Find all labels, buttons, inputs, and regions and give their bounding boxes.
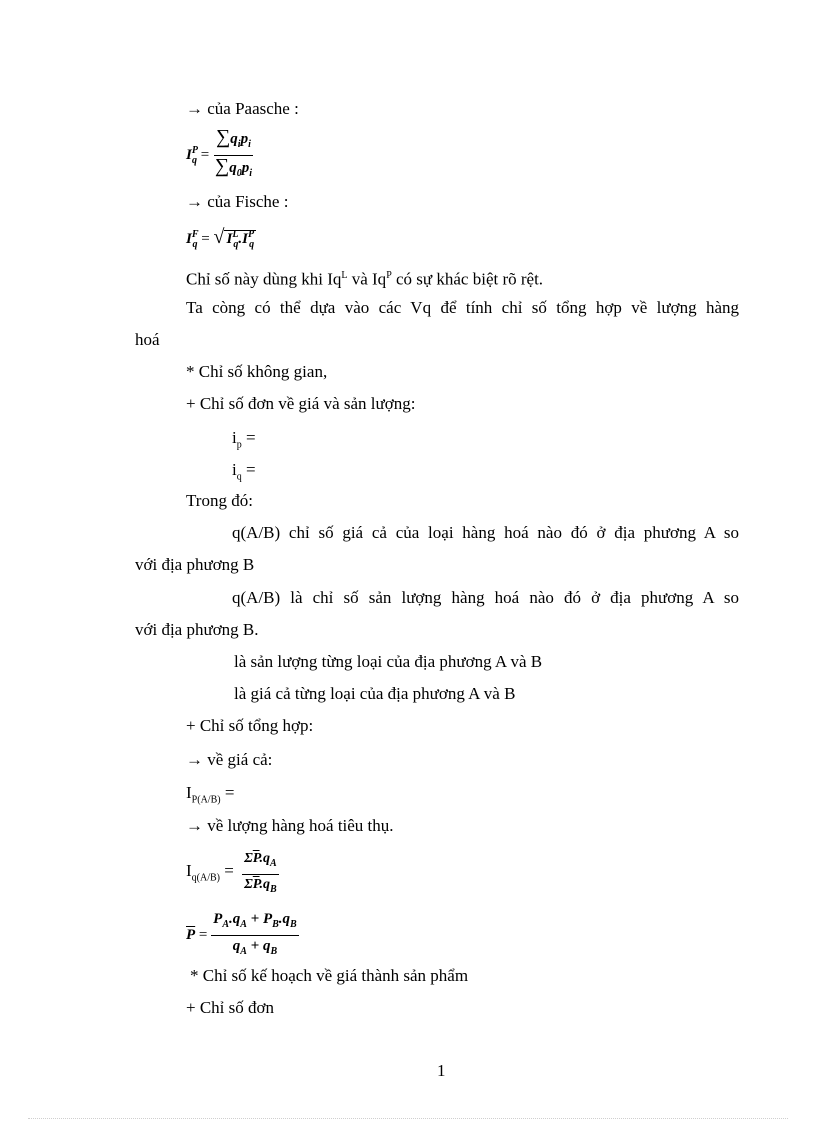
price-heading: → về giá cả: — [186, 750, 273, 769]
ip-ab-formula: $I_{P(A/B)}$ = — [186, 783, 235, 806]
where-label: Trong đó: — [186, 491, 253, 510]
fische-formula: $I^F_q$ = √ $I^L_q.I^P_q$ — [186, 226, 255, 250]
quantity-heading: → về lượng hàng hoá tiêu thụ. — [186, 816, 394, 835]
plan-index-heading: * Chỉ số kế hoạch về giá thành sản phẩm — [190, 966, 469, 985]
paasche-formula: $I^P_q$ = $\frac{\sum q_ip_i}{\sum q_0p_i}$ — [186, 126, 252, 179]
page-number: 1 — [437, 1061, 446, 1080]
definition-line: q(A/B) chỉ số giá cả của loại hàng hoá nào đó ở địa phương A so — [232, 523, 739, 542]
fische-heading: → của Fische : — [186, 192, 289, 211]
unit-index-heading: + Chỉ số đơn về giá và sản lượng: — [186, 394, 416, 413]
iq-ab-formula: $I_{q(A/B)}$ = $\frac{\Sigma\overline{P}.q_A}{\Sigma\overline{P}.q_B}$ — [186, 851, 277, 895]
note-line: Chỉ số này dùng khi $Iq^L$ và $Iq^P$ có sự khác biệt rõ rệt. — [186, 269, 544, 289]
unit-simple-heading: + Chỉ số đơn — [186, 998, 275, 1017]
definition-line: q(A/B) là chỉ số sản lượng hàng hoá nào đó ở địa phương A so — [232, 588, 739, 607]
paragraph-line: Ta còng có thể dựa vào các Vq để tính chỉ số tổng hợp về lượng hàng — [186, 298, 739, 317]
definition-line: là sản lượng từng loại của địa phương A và B — [234, 652, 543, 671]
pbar-formula: $\overline{P}$ = $\frac{P_A.q_A + P_B.q_B}{q_A + q_B}$ — [186, 911, 297, 957]
iq-formula: $i_q$ = — [232, 460, 256, 483]
definition-line: là giá cả từng loại của địa phương A và B — [234, 684, 516, 703]
paragraph-line: hoá — [135, 330, 160, 349]
composite-heading: + Chỉ số tổng hợp: — [186, 716, 314, 735]
paasche-heading: → của Paasche : — [186, 99, 299, 118]
definition-line: với địa phương B. — [135, 620, 259, 639]
space-index-heading: * Chỉ số không gian, — [186, 362, 328, 381]
ip-formula: $i_p$ = — [232, 428, 256, 451]
page-divider — [28, 1118, 788, 1119]
definition-line: với địa phương B — [135, 555, 255, 574]
